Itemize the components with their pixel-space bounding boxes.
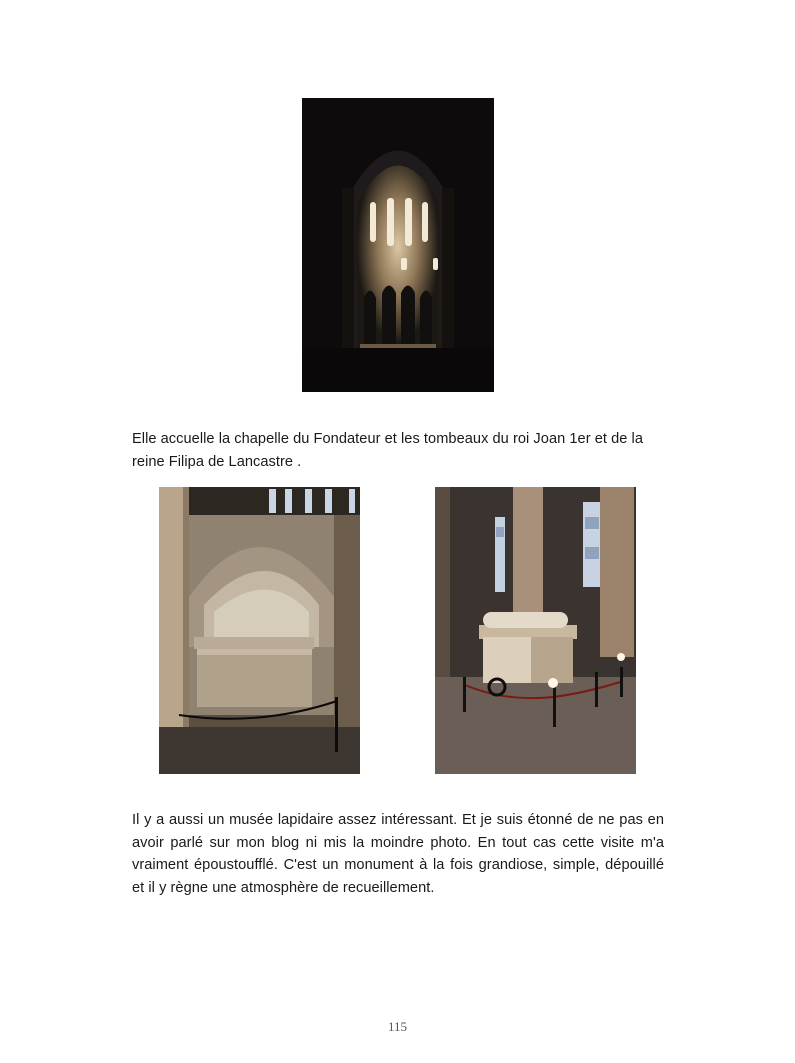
photo-cathedral-apse — [302, 98, 494, 392]
caption-paragraph: Elle accuelle la chapelle du Fondateur et les tombeaux du roi Joan 1er et de la reine Filipa de Lancastre . — [132, 431, 643, 470]
body-paragraph: Il y a aussi un musée lapidaire assez intéressant. Et je suis étonné de ne pas en avoir parlé sur mon blog ni mis la moindre photo. En tout cas cette visite m'a vraiment époustoufflé. C'est un monument à la fois grandiose, simple, dépouillé et il y règne une atmosphère de recueillement. — [132, 812, 664, 896]
page-number: 115 — [387, 1019, 408, 1034]
photo-tomb-niche — [159, 487, 360, 774]
photo-central-tomb — [435, 487, 636, 774]
